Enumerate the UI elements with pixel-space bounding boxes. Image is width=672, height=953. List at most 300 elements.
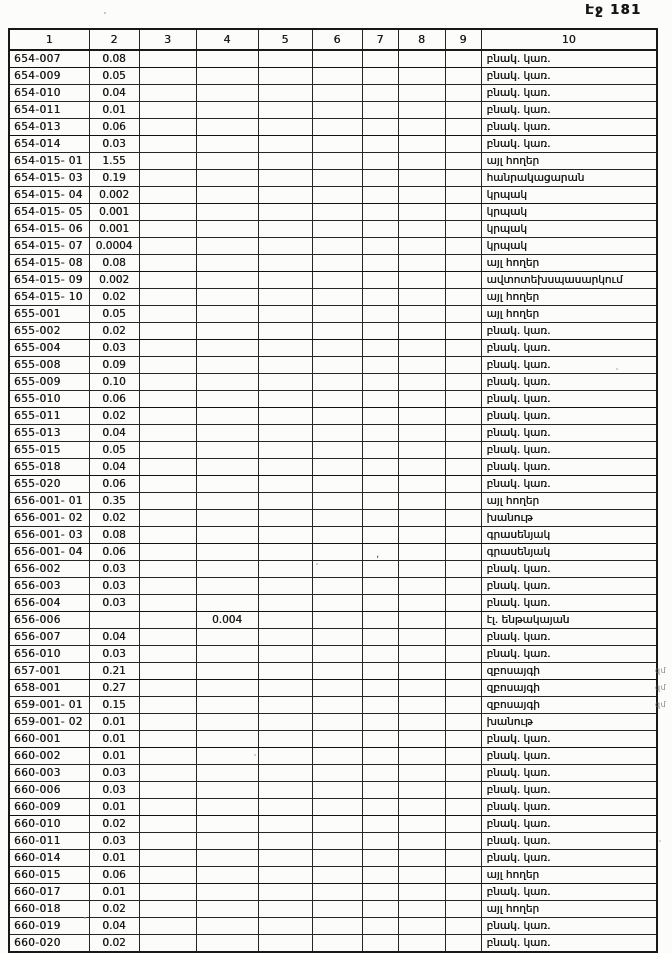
land-use-cell: այլ հողեր — [481, 493, 657, 510]
empty-cell — [139, 357, 196, 374]
empty-cell — [312, 102, 362, 119]
empty-cell — [312, 170, 362, 187]
empty-cell — [312, 935, 362, 953]
empty-cell — [196, 816, 258, 833]
empty-cell — [196, 833, 258, 850]
parcel-code-cell: 654-013 — [9, 119, 89, 136]
empty-cell — [312, 136, 362, 153]
empty-cell — [398, 289, 445, 306]
empty-cell — [258, 476, 312, 493]
parcel-code-cell: 654-009 — [9, 68, 89, 85]
table-row — [9, 425, 657, 442]
empty-cell — [445, 850, 481, 867]
area-value-cell: 0.001 — [89, 221, 139, 238]
empty-cell — [398, 612, 445, 629]
empty-cell — [398, 646, 445, 663]
empty-cell — [196, 391, 258, 408]
table-row — [9, 170, 657, 187]
parcel-code-cell: 655-004 — [9, 340, 89, 357]
empty-cell — [312, 612, 362, 629]
land-use-cell: բնակ. կառ. — [481, 816, 657, 833]
empty-cell — [445, 714, 481, 731]
empty-cell — [139, 255, 196, 272]
empty-cell — [196, 374, 258, 391]
empty-cell — [258, 374, 312, 391]
empty-cell — [196, 306, 258, 323]
table-row — [9, 85, 657, 102]
empty-cell — [398, 527, 445, 544]
land-use-cell: բնակ. կառ. — [481, 561, 657, 578]
empty-cell — [398, 119, 445, 136]
parcel-code-cell: 654-011 — [9, 102, 89, 119]
empty-cell — [398, 255, 445, 272]
empty-cell — [445, 765, 481, 782]
empty-cell — [398, 918, 445, 935]
empty-cell — [258, 612, 312, 629]
area-value-cell: 0.01 — [89, 884, 139, 901]
empty-cell — [258, 561, 312, 578]
empty-cell — [445, 833, 481, 850]
empty-cell — [196, 765, 258, 782]
parcel-code-cell: 654-015- 07 — [9, 238, 89, 255]
parcel-code-cell: 660-003 — [9, 765, 89, 782]
area-value-cell: 0.06 — [89, 119, 139, 136]
land-use-cell: բնակ. կառ. — [481, 799, 657, 816]
land-use-cell: բնակ. կառ. — [481, 629, 657, 646]
empty-cell — [445, 663, 481, 680]
parcel-code-cell: 658-001 — [9, 680, 89, 697]
table-row — [9, 204, 657, 221]
land-use-cell: այլ հողեր — [481, 153, 657, 170]
empty-cell — [398, 238, 445, 255]
land-use-cell: զբոսայգի — [481, 663, 657, 680]
table-row — [9, 391, 657, 408]
empty-cell — [312, 731, 362, 748]
area-value-cell: 0.21 — [89, 663, 139, 680]
empty-cell — [362, 646, 398, 663]
parcel-code-cell: 660-015 — [9, 867, 89, 884]
empty-cell — [445, 867, 481, 884]
land-use-cell: այլ հողեր — [481, 289, 657, 306]
table-row — [9, 272, 657, 289]
empty-cell — [258, 731, 312, 748]
land-use-cell: բնակ. կառ. — [481, 442, 657, 459]
empty-cell — [398, 510, 445, 527]
empty-cell — [312, 884, 362, 901]
area-value-cell: 0.03 — [89, 782, 139, 799]
area-value-cell: 0.04 — [89, 85, 139, 102]
table-row — [9, 357, 657, 374]
land-use-cell: բնակ. կառ. — [481, 102, 657, 119]
empty-cell — [362, 102, 398, 119]
empty-cell — [139, 748, 196, 765]
table-row — [9, 884, 657, 901]
column-header-2: 2 — [89, 29, 139, 50]
empty-cell — [258, 833, 312, 850]
empty-cell — [445, 918, 481, 935]
empty-cell — [445, 459, 481, 476]
empty-cell — [362, 442, 398, 459]
empty-cell — [398, 714, 445, 731]
empty-cell — [258, 391, 312, 408]
column-header-8: 8 — [398, 29, 445, 50]
empty-cell — [445, 901, 481, 918]
empty-cell — [139, 782, 196, 799]
empty-cell — [258, 799, 312, 816]
empty-cell — [139, 391, 196, 408]
empty-cell — [398, 561, 445, 578]
empty-cell — [445, 204, 481, 221]
parcel-code-cell: 656-006 — [9, 612, 89, 629]
empty-cell — [312, 204, 362, 221]
parcel-code-cell: 656-001- 01 — [9, 493, 89, 510]
table-row — [9, 374, 657, 391]
empty-cell — [362, 136, 398, 153]
empty-cell — [362, 731, 398, 748]
empty-cell — [139, 901, 196, 918]
table-row — [9, 289, 657, 306]
empty-cell — [258, 136, 312, 153]
empty-cell — [398, 170, 445, 187]
empty-cell — [258, 510, 312, 527]
page-number-label: Էջ 181 — [585, 3, 642, 18]
area-value-cell: 0.08 — [89, 255, 139, 272]
empty-cell — [258, 544, 312, 561]
land-use-cell: բնակ. կառ. — [481, 119, 657, 136]
empty-cell — [445, 374, 481, 391]
empty-cell — [312, 323, 362, 340]
empty-cell — [139, 374, 196, 391]
empty-cell — [362, 238, 398, 255]
empty-cell — [139, 102, 196, 119]
area-value-cell: 0.02 — [89, 408, 139, 425]
empty-cell — [196, 918, 258, 935]
empty-cell — [312, 901, 362, 918]
parcel-code-cell: 659-001- 02 — [9, 714, 89, 731]
empty-cell — [445, 595, 481, 612]
table-row — [9, 748, 657, 765]
table-row — [9, 867, 657, 884]
empty-cell — [196, 510, 258, 527]
empty-cell — [196, 561, 258, 578]
empty-cell — [258, 493, 312, 510]
area-value-cell: 0.05 — [89, 68, 139, 85]
empty-cell — [362, 170, 398, 187]
empty-cell — [362, 833, 398, 850]
empty-cell — [196, 255, 258, 272]
empty-cell — [362, 272, 398, 289]
table-row — [9, 918, 657, 935]
empty-cell — [312, 697, 362, 714]
area-value-cell: 0.04 — [89, 629, 139, 646]
empty-cell — [139, 816, 196, 833]
area-value-cell: 0.10 — [89, 374, 139, 391]
area-value-cell: 0.01 — [89, 850, 139, 867]
empty-cell — [312, 459, 362, 476]
empty-cell — [312, 527, 362, 544]
empty-cell — [258, 187, 312, 204]
area-value-cell: 0.002 — [89, 272, 139, 289]
area-value-cell: 0.0004 — [89, 238, 139, 255]
empty-cell — [398, 340, 445, 357]
empty-cell — [139, 510, 196, 527]
empty-cell — [196, 459, 258, 476]
parcel-code-cell: 654-015- 10 — [9, 289, 89, 306]
parcel-code-cell: 660-010 — [9, 816, 89, 833]
empty-cell — [139, 136, 196, 153]
empty-cell — [312, 816, 362, 833]
parcel-code-cell: 656-004 — [9, 595, 89, 612]
land-use-cell: բնակ. կառ. — [481, 391, 657, 408]
land-use-cell: բնակ. կառ. — [481, 374, 657, 391]
empty-cell — [258, 289, 312, 306]
empty-cell — [362, 50, 398, 68]
empty-cell — [398, 85, 445, 102]
land-use-cell: բնակ. կառ. — [481, 850, 657, 867]
empty-cell — [139, 68, 196, 85]
column-header-7: 7 — [362, 29, 398, 50]
land-use-cell: հանրակացարան — [481, 170, 657, 187]
empty-cell — [139, 731, 196, 748]
empty-cell — [362, 408, 398, 425]
empty-cell — [312, 153, 362, 170]
parcel-code-cell: 655-008 — [9, 357, 89, 374]
table-row — [9, 544, 657, 561]
area-value-cell: 1.55 — [89, 153, 139, 170]
empty-cell — [258, 357, 312, 374]
empty-cell — [362, 697, 398, 714]
empty-cell — [258, 629, 312, 646]
parcel-code-cell: 656-010 — [9, 646, 89, 663]
empty-cell — [445, 255, 481, 272]
empty-cell — [139, 612, 196, 629]
column-header-6: 6 — [312, 29, 362, 50]
parcel-code-cell: 655-013 — [9, 425, 89, 442]
empty-cell — [196, 272, 258, 289]
empty-cell — [139, 408, 196, 425]
area-value-cell: 0.19 — [89, 170, 139, 187]
empty-cell — [196, 697, 258, 714]
empty-cell — [312, 748, 362, 765]
empty-cell — [398, 459, 445, 476]
empty-cell — [258, 68, 312, 85]
land-use-cell: բնակ. կառ. — [481, 578, 657, 595]
empty-cell — [139, 629, 196, 646]
empty-cell — [445, 408, 481, 425]
col4-value-cell: 0.004 — [196, 612, 258, 629]
empty-cell — [398, 935, 445, 953]
empty-cell — [196, 425, 258, 442]
table-row — [9, 663, 657, 680]
empty-cell — [196, 714, 258, 731]
empty-cell — [139, 850, 196, 867]
land-use-cell: բնակ. կառ. — [481, 765, 657, 782]
area-value-cell: 0.04 — [89, 918, 139, 935]
empty-cell — [196, 493, 258, 510]
empty-cell — [312, 272, 362, 289]
parcel-code-cell: 655-018 — [9, 459, 89, 476]
empty-cell — [445, 238, 481, 255]
empty-cell — [362, 374, 398, 391]
empty-cell — [196, 136, 258, 153]
empty-cell — [139, 697, 196, 714]
empty-cell — [258, 204, 312, 221]
empty-cell — [196, 731, 258, 748]
table-row — [9, 442, 657, 459]
parcel-code-cell: 655-011 — [9, 408, 89, 425]
empty-cell — [258, 408, 312, 425]
empty-cell — [445, 612, 481, 629]
empty-cell — [139, 85, 196, 102]
empty-cell — [362, 578, 398, 595]
table-row — [9, 323, 657, 340]
empty-cell — [139, 833, 196, 850]
area-value-cell: 0.04 — [89, 459, 139, 476]
empty-cell — [312, 255, 362, 272]
empty-cell — [398, 306, 445, 323]
margin-handwritten-note: զմ — [655, 666, 667, 675]
table-row — [9, 476, 657, 493]
empty-cell — [196, 782, 258, 799]
empty-cell — [312, 714, 362, 731]
empty-cell — [398, 272, 445, 289]
empty-cell — [312, 306, 362, 323]
table-row — [9, 187, 657, 204]
empty-cell — [258, 646, 312, 663]
empty-cell — [312, 561, 362, 578]
parcel-code-cell: 660-018 — [9, 901, 89, 918]
parcel-code-cell: 660-006 — [9, 782, 89, 799]
empty-cell — [258, 680, 312, 697]
empty-cell — [258, 782, 312, 799]
empty-cell — [258, 697, 312, 714]
empty-cell — [445, 136, 481, 153]
empty-cell — [362, 561, 398, 578]
empty-cell — [445, 935, 481, 953]
land-use-cell: զբոսայգի — [481, 680, 657, 697]
empty-cell — [139, 323, 196, 340]
column-header-1: 1 — [9, 29, 89, 50]
table-row — [9, 782, 657, 799]
empty-cell — [445, 187, 481, 204]
area-value-cell: 0.06 — [89, 476, 139, 493]
empty-cell — [445, 289, 481, 306]
empty-cell — [196, 408, 258, 425]
empty-cell — [312, 238, 362, 255]
table-row — [9, 646, 657, 663]
area-value-cell: 0.06 — [89, 867, 139, 884]
empty-cell — [258, 884, 312, 901]
land-use-cell: էլ. ենթակայան — [481, 612, 657, 629]
empty-cell — [196, 748, 258, 765]
parcel-code-cell: 654-015- 01 — [9, 153, 89, 170]
empty-cell — [312, 374, 362, 391]
empty-cell — [139, 289, 196, 306]
parcel-code-cell: 660-020 — [9, 935, 89, 953]
parcel-code-cell: 659-001- 01 — [9, 697, 89, 714]
parcel-code-cell: 656-002 — [9, 561, 89, 578]
area-value-cell: 0.002 — [89, 187, 139, 204]
empty-cell — [445, 425, 481, 442]
empty-cell — [398, 595, 445, 612]
empty-cell — [258, 527, 312, 544]
land-use-cell: այլ հողեր — [481, 867, 657, 884]
land-use-cell: բնակ. կառ. — [481, 918, 657, 935]
empty-cell — [312, 833, 362, 850]
empty-cell — [196, 901, 258, 918]
area-value-cell: 0.02 — [89, 323, 139, 340]
empty-cell — [398, 833, 445, 850]
parcel-code-cell: 654-010 — [9, 85, 89, 102]
empty-cell — [445, 357, 481, 374]
empty-cell — [258, 425, 312, 442]
empty-cell — [196, 187, 258, 204]
land-use-cell: բնակ. կառ. — [481, 731, 657, 748]
area-value-cell: 0.01 — [89, 799, 139, 816]
parcel-code-cell: 660-001 — [9, 731, 89, 748]
empty-cell — [196, 170, 258, 187]
empty-cell — [196, 476, 258, 493]
empty-cell — [196, 238, 258, 255]
empty-cell — [398, 697, 445, 714]
empty-cell — [312, 476, 362, 493]
area-value-cell: 0.08 — [89, 50, 139, 68]
empty-cell — [362, 544, 398, 561]
empty-cell — [362, 323, 398, 340]
table-row — [9, 680, 657, 697]
empty-cell — [362, 255, 398, 272]
empty-cell — [139, 119, 196, 136]
empty-cell — [258, 901, 312, 918]
table-row — [9, 238, 657, 255]
area-value-cell: 0.02 — [89, 901, 139, 918]
area-value-cell: 0.03 — [89, 578, 139, 595]
empty-cell — [398, 374, 445, 391]
empty-cell — [445, 323, 481, 340]
empty-cell — [196, 867, 258, 884]
table-row — [9, 578, 657, 595]
empty-cell — [139, 867, 196, 884]
empty-cell — [445, 527, 481, 544]
table-row — [9, 306, 657, 323]
empty-cell — [362, 459, 398, 476]
empty-cell — [445, 170, 481, 187]
margin-handwritten-note: զմ — [655, 683, 667, 692]
empty-cell — [398, 50, 445, 68]
table-row — [9, 119, 657, 136]
table-row — [9, 612, 657, 629]
empty-cell — [362, 680, 398, 697]
land-use-cell: այլ հողեր — [481, 306, 657, 323]
land-use-cell: խանութ — [481, 714, 657, 731]
empty-cell — [445, 306, 481, 323]
empty-cell — [312, 357, 362, 374]
land-use-cell: բնակ. կառ. — [481, 935, 657, 953]
empty-cell — [398, 323, 445, 340]
empty-cell — [398, 187, 445, 204]
empty-cell — [312, 85, 362, 102]
land-use-cell: կրպակ — [481, 238, 657, 255]
empty-cell — [362, 493, 398, 510]
area-value-cell: 0.03 — [89, 765, 139, 782]
area-value-cell: 0.03 — [89, 136, 139, 153]
area-value-cell: 0.01 — [89, 714, 139, 731]
column-header-10: 10 — [481, 29, 657, 50]
empty-cell — [398, 442, 445, 459]
empty-cell — [139, 272, 196, 289]
empty-cell — [362, 204, 398, 221]
empty-cell — [445, 391, 481, 408]
